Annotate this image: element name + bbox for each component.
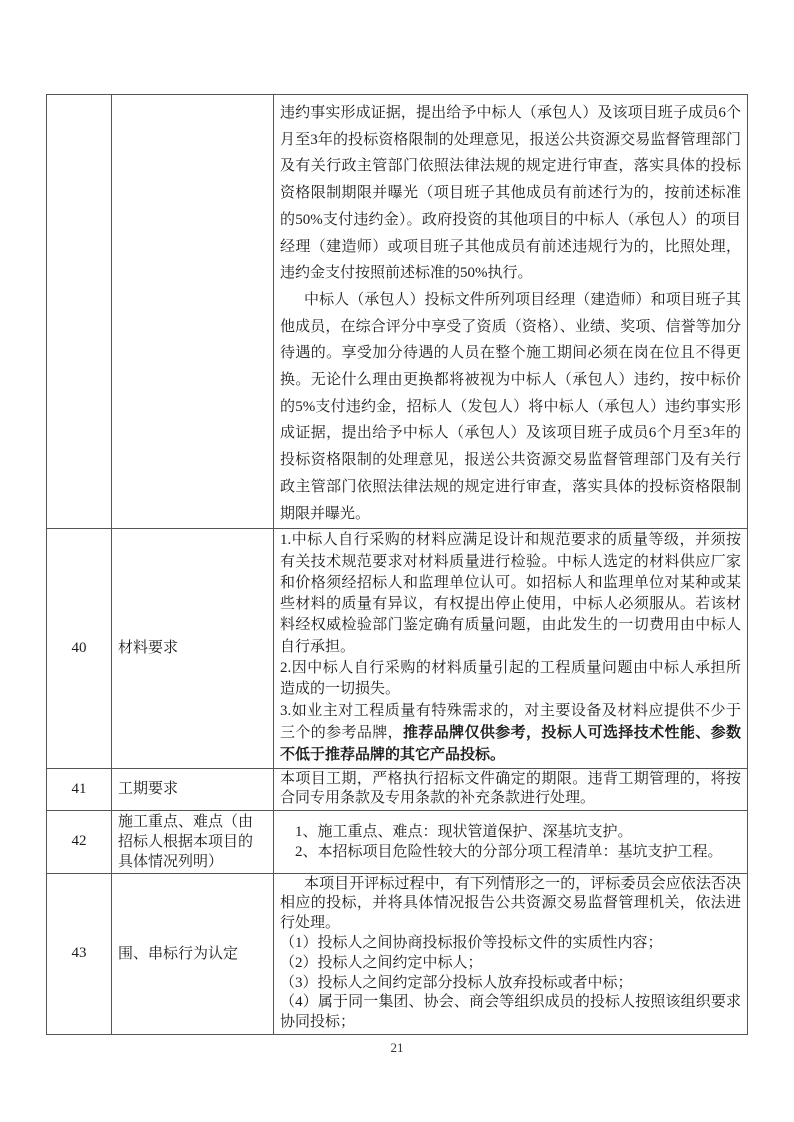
row-label: 工期要求 [112, 768, 274, 810]
requirements-table [46, 94, 748, 1035]
row-number: 42 [47, 810, 112, 873]
row-content [274, 95, 748, 529]
content-paragraph: 2、本招标项目危险性较大的分部分项工程清单：基坑支护工程。 [295, 843, 723, 860]
paragraph-normal-segment: 3.如业主对工程质量有特殊需求的，对主要设备及材料应提供不少于三个的参考品牌， [280, 702, 741, 741]
row-label: 施工重点、难点（由招标人根据本项目的具体情况列明） [112, 810, 274, 873]
content-paragraph: 本项目开评标过程中，有下列情形之一的，评标委员会应依法否决相应的投标，并将具体情况报告公共资源交易监督管理机关，依法进行处理。 [280, 875, 741, 932]
content-paragraph: 本项目工期，严格执行招标文件确定的期限。违背工期管理的，将按合同专用条款及专用条款的补充条款进行处理。 [280, 770, 741, 807]
row-content [274, 873, 748, 1034]
table-row-40-material-requirements [47, 529, 748, 768]
row-label: 围、串标行为认定 [112, 873, 274, 1034]
content-paragraph [280, 701, 741, 767]
table-row-41-schedule-requirements [47, 768, 748, 810]
content-list-item: （4）属于同一集团、协会、商会等组织成员的投标人按照该组织要求协同投标； [280, 994, 741, 1031]
content-list-item: （3）投标人之间约定部分投标人放弃投标或者中标； [280, 974, 633, 991]
table-row-continuation [47, 95, 748, 529]
row-content [274, 768, 748, 810]
row-number: 43 [47, 873, 112, 1034]
content-paragraph: 中标人（承包人）投标文件所列项目经理（建造师）和项目班子其他成员，在综合评分中享受了资质（资格）、业绩、奖项、信誉等加分待遇的。享受加分待遇的人员在整个施工期间必须在岗在位且不得更换。无论什么理由更换都将被视为中标人（承包人）违约，按中标价的5%支付违约金，招标人（发包人）将中标人（承包人）违约事实形成证据，提出给予中标人（承包人）及该项目班子成员6个月至3年的投标资格限制的处理意见，报送公共资源交易监督管理部门及有关行政主管部门依照法律法规的规定进行审查，落实具体的投标资格限制期限并曝光。 [280, 291, 741, 522]
row-number [47, 95, 112, 529]
row-label [112, 95, 274, 529]
table-row-42-construction-key-points [47, 810, 748, 873]
paragraph-bold-segment: 推荐品牌仅供参考，投标人可选择技术性能、参数不低于推荐品牌的其它产品投标。 [280, 723, 741, 764]
table-row-43-bid-rigging-determination [47, 873, 748, 1034]
content-paragraph: 违约事实形成证据，提出给予中标人（承包人）及该项目班子成员6个月至3年的投标资格限制的处理意见，报送公共资源交易监督管理部门及有关行政主管部门依照法律法规的规定进行审查，落实具体的投标资格限制期限并曝光（项目班子其他成员有前述行为的，按前述标准的50%支付违约金）。政府投资的其他项目的中标人（承包人）的项目经理（建造师）或项目班子其他成员有前述违规行为的，比照处理，违约金支付按照前述标准的50%执行。 [280, 105, 741, 282]
content-paragraph: 1.中标人自行采购的材料应满足设计和规范要求的质量等级，并须按有关技术规范要求对材料质量进行检验。中标人选定的材料供应厂家和价格须经招标人和监理单位认可。如招标人和监理单位对某种或某些材料的质量有异议，有权提出停止使用，中标人必须服从。若该材料经权威检验部门鉴定确有质量问题，由此发生的一切费用由中标人自行承担。 [280, 532, 741, 655]
content-list-item: （1）投标人之间协商投标报价等投标文件的实质性内容； [280, 934, 663, 951]
content-paragraph: 1、施工重点、难点：现状管道保护、深基坑支护。 [295, 823, 633, 840]
row-number: 41 [47, 768, 112, 810]
row-number: 40 [47, 529, 112, 768]
row-content [274, 810, 748, 873]
row-label: 材料要求 [112, 529, 274, 768]
content-paragraph: 2.因中标人自行采购的材料质量引起的工程质量问题由中标人承担所造成的一切损失。 [280, 660, 741, 698]
row-content [274, 529, 748, 768]
page-number: 21 [390, 1040, 404, 1055]
content-list-item: （2）投标人之间约定中标人； [280, 954, 483, 971]
